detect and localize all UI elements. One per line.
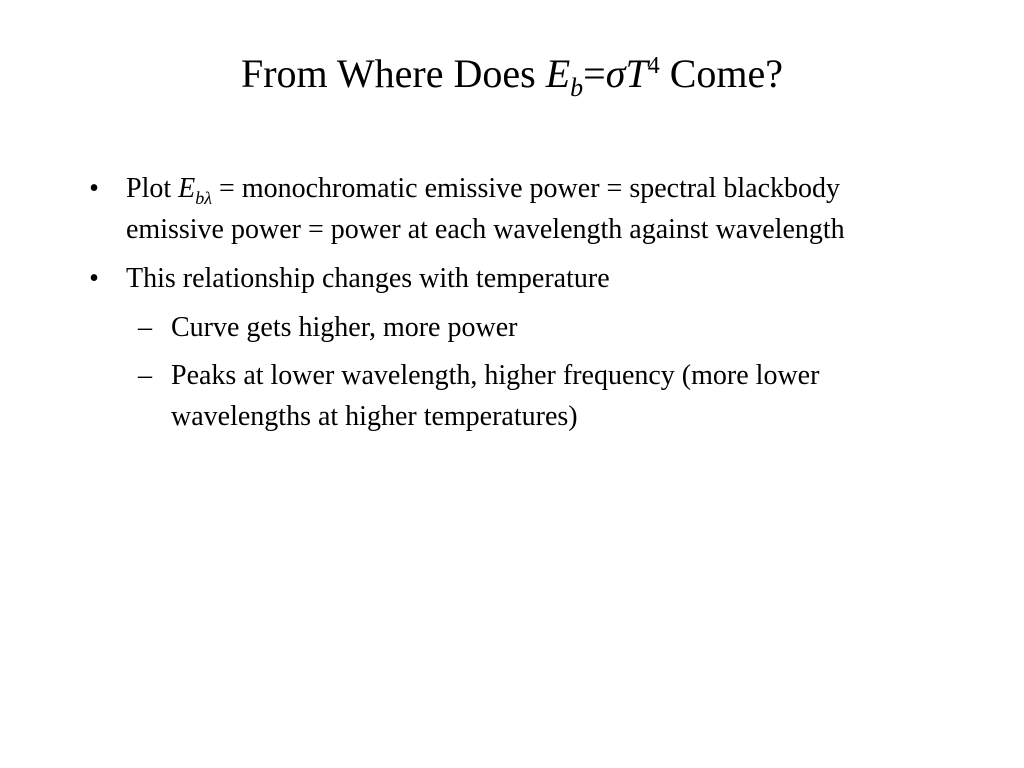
- bullet-text: This relationship changes with temperature: [126, 263, 610, 294]
- title-variable-e: E: [545, 51, 571, 96]
- title-sigma: σ: [605, 51, 626, 96]
- title-variable-t: T: [625, 51, 648, 96]
- sub-bullet-marker: –: [138, 312, 152, 343]
- bullet-subscript-b-lambda: bλ: [195, 188, 213, 208]
- bullet-marker: •: [89, 173, 99, 204]
- sub-bullet-marker: –: [138, 360, 152, 391]
- bullet-text: = monochromatic emissive power = spectral blackbody emissive power = power at each wavelength against wavelength: [126, 173, 845, 245]
- title-prefix: From Where Does: [240, 51, 546, 96]
- title-equals: =: [583, 51, 606, 96]
- sub-bullet-item: [84, 355, 904, 437]
- bullet-marker: •: [89, 263, 99, 294]
- bullet-item: [84, 168, 904, 250]
- slide-body: [84, 168, 904, 444]
- bullet-item: [84, 258, 904, 299]
- title-suffix: Come?: [659, 51, 784, 96]
- slide-title: [0, 50, 1024, 102]
- sub-bullet-item: [84, 307, 904, 348]
- bullet-lead: Plot: [126, 173, 179, 204]
- sub-bullet-text: Curve gets higher, more power: [171, 312, 518, 343]
- title-subscript-b: b: [570, 73, 584, 102]
- bullet-variable-e: E: [178, 173, 196, 204]
- sub-bullet-text: Peaks at lower wavelength, higher frequency (more lower wavelengths at higher temperatures): [171, 360, 820, 432]
- title-superscript-4: 4: [647, 53, 660, 79]
